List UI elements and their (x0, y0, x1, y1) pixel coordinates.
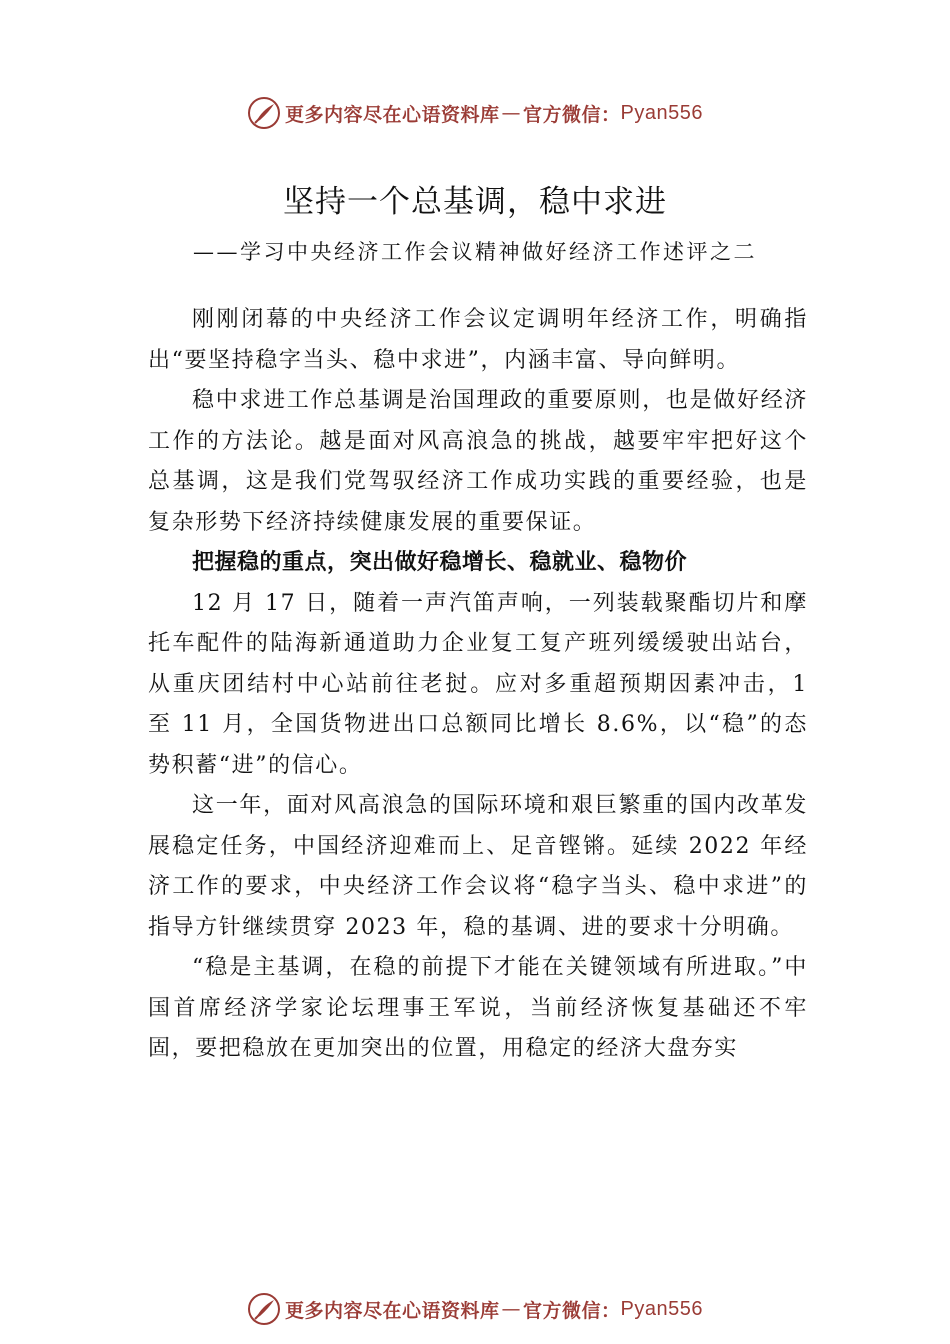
watermark-site: 更多内容尽在心语资料库 (285, 103, 500, 126)
watermark-id: Pyan556 (620, 1297, 703, 1320)
paragraph: “稳是主基调，在稳的前提下才能在关键领域有所进取。”中国首席经济学家论坛理事王军说，当前经济恢复基础还不牢固，要把稳放在更加突出的位置，用稳定的经济大盘夯实 (148, 955, 808, 1061)
paragraph: 这一年，面对风高浪急的国际环境和艰巨繁重的国内改革发展稳定任务，中国经济迎难而上、足音铿锵。延续 2022 年经济工作的要求，中央经济工作会议将“稳字当头、稳中求进”的指导方针继续贯穿 2023 年，稳的基调、进的要求十分明确。 (148, 793, 808, 940)
watermark-site: 更多内容尽在心语资料库 (285, 1299, 500, 1322)
quill-logo-icon (247, 1292, 281, 1326)
article-title: 坚持一个总基调，稳中求进 (283, 184, 667, 220)
watermark-separator: — (501, 102, 522, 124)
paragraph: 刚刚闭幕的中央经济工作会议定调明年经济工作，明确指出“要坚持稳字当头、稳中求进”，内涵丰富、导向鲜明。 (148, 307, 808, 373)
watermark-label: 官方微信： (523, 1299, 621, 1322)
watermark-footer (0, 1292, 950, 1326)
quill-logo-icon (247, 96, 281, 130)
watermark-label: 官方微信： (523, 103, 621, 126)
watermark-id: Pyan556 (620, 101, 703, 124)
watermark-separator: — (501, 1298, 522, 1320)
article-subtitle: ——学习中央经济工作会议精神做好经济工作述评之二 (193, 240, 757, 264)
paragraph: 12 月 17 日，随着一声汽笛声响，一列装载聚酯切片和摩托车配件的陆海新通道助力企业复工复产班列缓缓驶出站台，从重庆团结村中心站前往老挝。应对多重超预期因素冲击，1 至 11 月，全国货物进出口总额同比增长 8.6%，以“稳”的态势积蓄“进”的信心。 (148, 590, 808, 778)
section-heading: 把握稳的重点，突出做好稳增长、稳就业、稳物价 (192, 550, 688, 575)
article-body (148, 300, 808, 1070)
watermark-header (0, 96, 950, 130)
paragraph: 稳中求进工作总基调是治国理政的重要原则，也是做好经济工作的方法论。越是面对风高浪急的挑战，越要牢牢把好这个总基调，这是我们党驾驭经济工作成功实践的重要经验，也是复杂形势下经济持续健康发展的重要保证。 (148, 388, 808, 535)
